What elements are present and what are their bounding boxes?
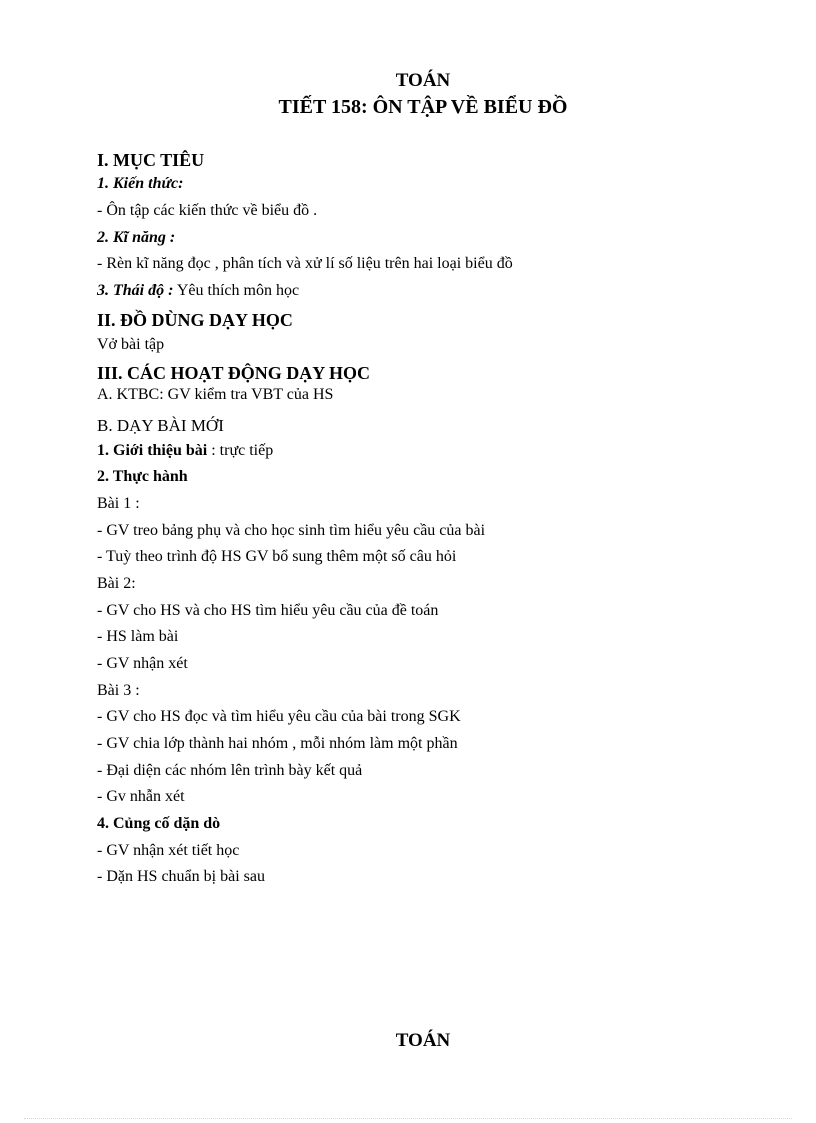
practice-label: 2. Thực hành (97, 468, 188, 485)
attitude-line (97, 282, 299, 300)
materials-text: Vở bài tập (97, 336, 165, 353)
exercise-2-step: - GV cho HS và cho HS tìm hiểu yêu cầu của đề toán (97, 602, 439, 619)
exercise-2-step: - HS làm bài (97, 628, 179, 645)
exercise-3-label: Bài 3 : (97, 682, 140, 699)
section-heading-materials: II. ĐỒ DÙNG DẠY HỌC (97, 310, 293, 330)
attitude-label: 3. Thái độ : (97, 282, 174, 299)
exercise-1-step: - Tuỳ theo trình độ HS GV bổ sung thêm một số câu hỏi (97, 548, 457, 565)
new-lesson-heading: B. DẠY BÀI MỚI (97, 416, 224, 435)
skills-text: - Rèn kĩ năng đọc , phân tích và xử lí số liệu trên hai loại biểu đồ (97, 255, 513, 272)
knowledge-text: - Ôn tập các kiến thức về biểu đồ . (97, 202, 318, 219)
wrapup-step: - Dặn HS chuẩn bị bài sau (97, 868, 265, 885)
ktbc-line (97, 386, 333, 404)
exercise-3-step: - Đại diện các nhóm lên trình bày kết quả (97, 762, 363, 779)
knowledge-label: 1. Kiến thức: (97, 175, 184, 192)
wrapup-label: 4. Củng cố dặn dò (97, 815, 221, 832)
section-heading-objectives: I. MỤC TIÊU (97, 150, 205, 170)
skills-label: 2. Kĩ năng : (97, 229, 176, 246)
section-heading-activities: III. CÁC HOẠT ĐỘNG DẠY HỌC (97, 363, 371, 383)
exercise-3-step: - Gv nhẫn xét (97, 788, 185, 805)
intro-label: 1. Giới thiệu bài (97, 442, 208, 459)
exercise-3-step: - GV chia lớp thành hai nhóm , mỗi nhóm làm một phần (97, 735, 458, 752)
exercise-1-step: - GV treo bảng phụ và cho học sinh tìm hiểu yêu cầu của bài (97, 522, 486, 539)
lesson-title: TIẾT 158: ÔN TẬP VỀ BIỂU ĐỒ (278, 96, 568, 118)
exercise-3-step: - GV cho HS đọc và tìm hiểu yêu cầu của bài trong SGK (97, 708, 461, 725)
ktbc-label: A. KTBC: (97, 386, 168, 403)
subject-title: TOÁN (395, 70, 451, 91)
wrapup-step: - GV nhận xét tiết học (97, 842, 240, 859)
attitude-text: Yêu thích môn học (173, 282, 300, 299)
exercise-2-step: - GV nhận xét (97, 655, 188, 672)
ktbc-text: GV kiểm tra VBT của HS (167, 386, 334, 403)
exercise-1-label: Bài 1 : (97, 495, 140, 512)
next-subject-title: TOÁN (395, 1030, 451, 1051)
page-edge-divider (24, 1118, 792, 1119)
intro-text: : trực tiếp (207, 442, 274, 459)
exercise-2-label: Bài 2: (97, 575, 136, 592)
intro-line (97, 442, 273, 460)
